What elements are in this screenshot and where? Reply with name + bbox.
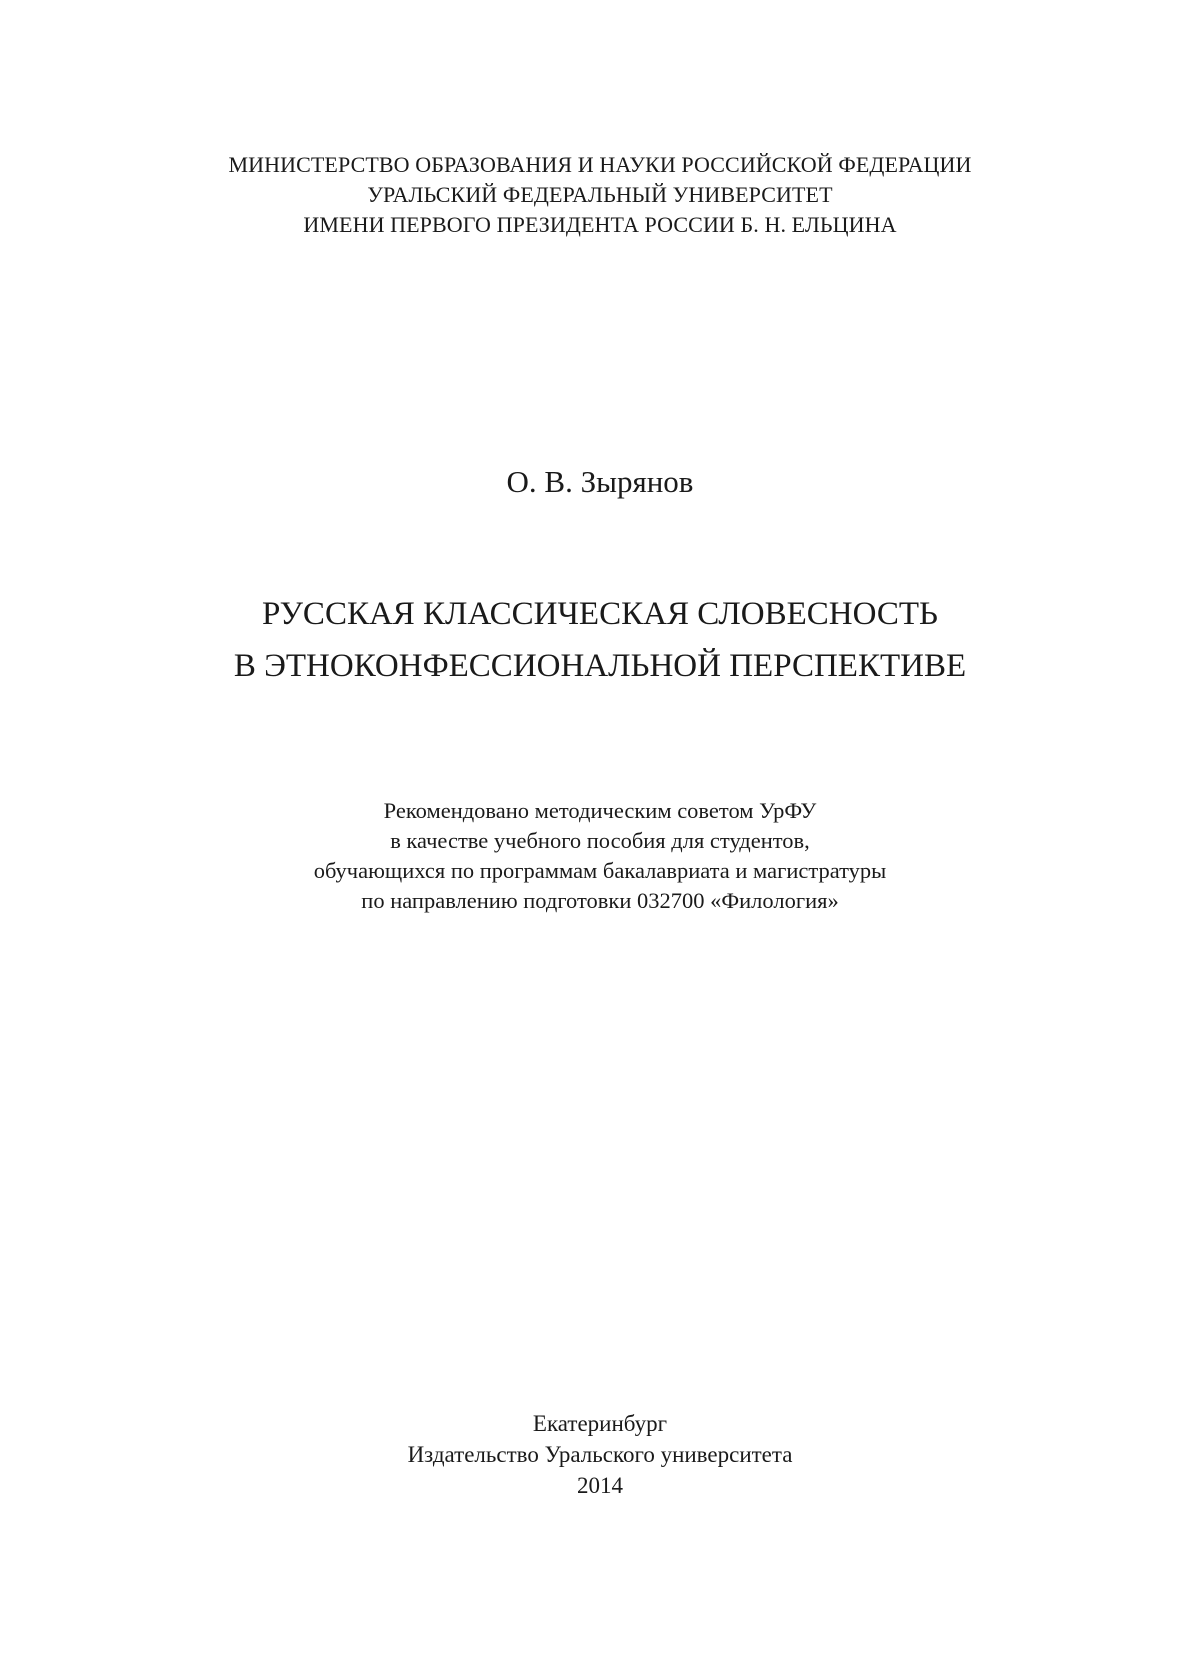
institution-header (0, 150, 1200, 240)
recommendation-line-1: Рекомендовано методическим советом УрФУ (383, 798, 817, 823)
imprint-year: 2014 (577, 1473, 623, 1498)
title-line-2: В ЭТНОКОНФЕССИОНАЛЬНОЙ ПЕРСПЕКТИВЕ (233, 648, 967, 684)
university-line: УРАЛЬСКИЙ ФЕДЕРАЛЬНЫЙ УНИВЕРСИТЕТ (367, 182, 833, 207)
recommendation-line-3: обучающихся по программам бакалавриата и магистратуры (313, 858, 887, 883)
author-name: О. В. Зырянов (506, 464, 694, 499)
book-title (0, 588, 1200, 692)
recommendation-note (0, 796, 1200, 916)
recommendation-line-2: в качестве учебного пособия для студентов, (390, 828, 810, 853)
imprint-city: Екатеринбург (532, 1411, 668, 1436)
title-line-1: РУССКАЯ КЛАССИЧЕСКАЯ СЛОВЕСНОСТЬ (262, 596, 938, 632)
university-name-line: ИМЕНИ ПЕРВОГО ПРЕЗИДЕНТА РОССИИ Б. Н. ЕЛЬЦИНА (303, 212, 897, 237)
ministry-line: МИНИСТЕРСТВО ОБРАЗОВАНИЯ И НАУКИ РОССИЙСКОЙ ФЕДЕРАЦИИ (228, 152, 972, 177)
imprint (0, 1408, 1200, 1501)
recommendation-line-4: по направлению подготовки 032700 «Филология» (361, 888, 839, 913)
imprint-publisher: Издательство Уральского университета (407, 1442, 793, 1467)
